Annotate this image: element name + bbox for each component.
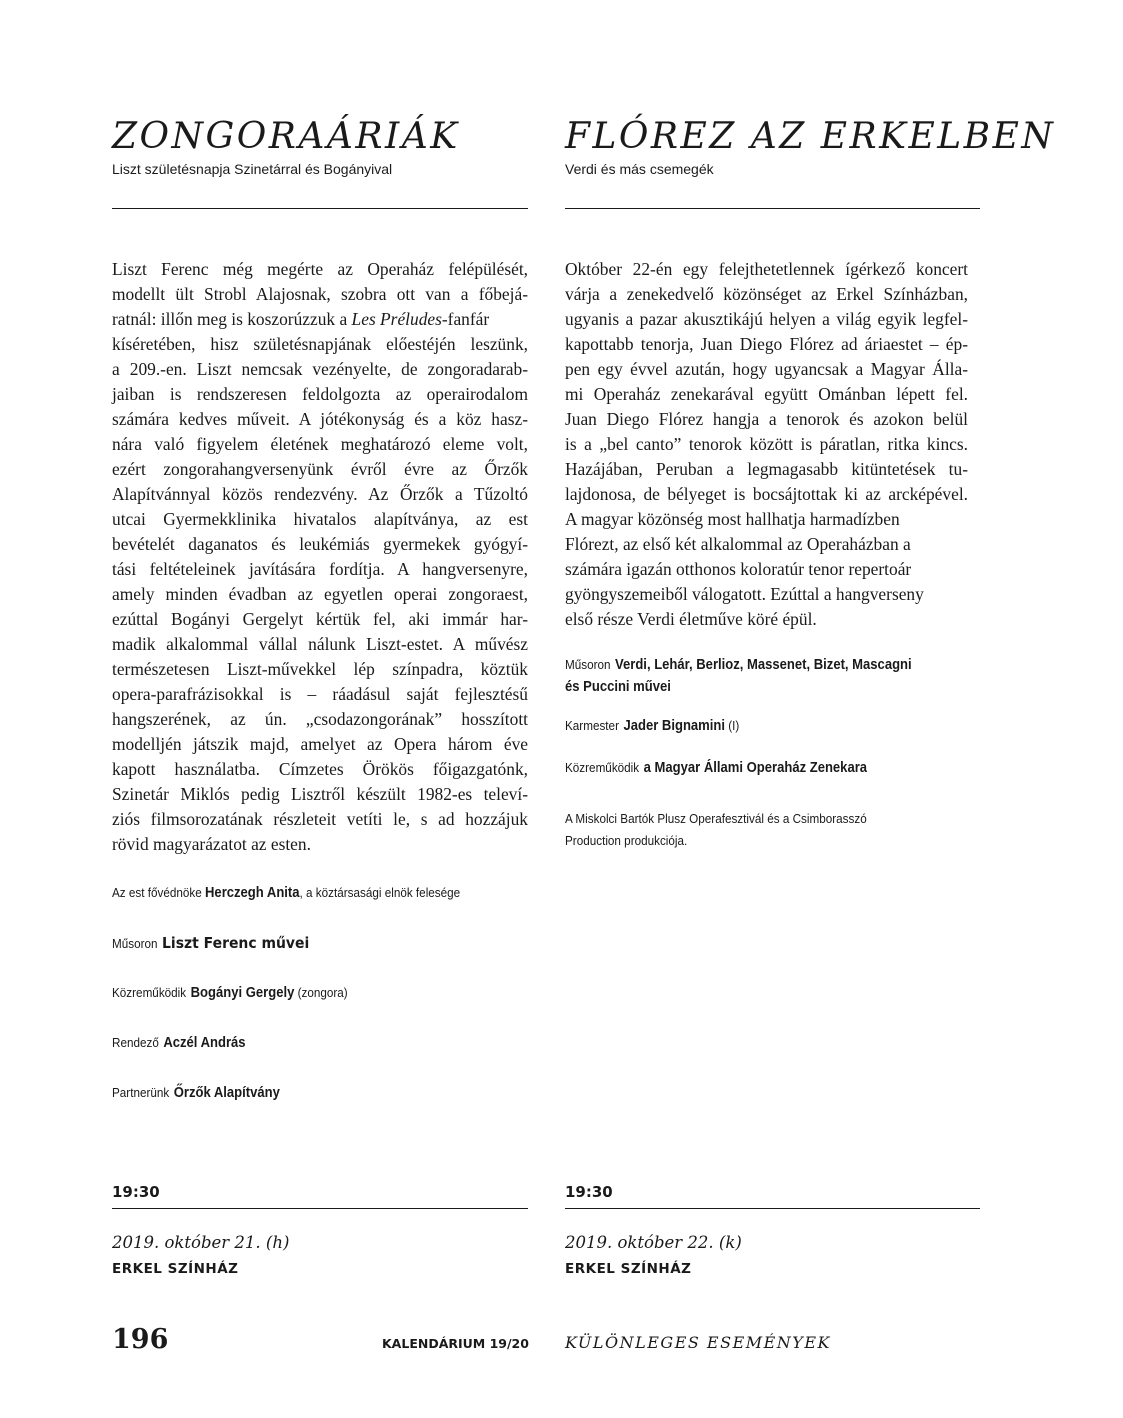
- body-line: modellt ült Strobl Alajosnak, szobra ott van a főbejá-: [112, 284, 528, 304]
- body-line: ezúttal Bogányi Gergelyt kértük fel, aki immár har-: [112, 609, 528, 629]
- program-label: Műsoron: [112, 936, 158, 951]
- right-time: 19:30: [565, 1183, 613, 1201]
- body-line: nára való figyelem életének meghatározó eleme volt,: [112, 434, 528, 454]
- body-line: Flórezt, az első két alkalommal az Operaházban a: [565, 534, 911, 554]
- production-line: A Miskolci Bartók Plusz Operafesztivál és a Csimborasszó: [565, 811, 867, 826]
- body-line: hangszerének, az ún. „csodazongorának” hosszított: [112, 709, 528, 729]
- body-line: bevételét daganatos és leukémiás gyermekek gyógyí-: [112, 534, 528, 554]
- right-date: 2019. október 22. (k): [565, 1233, 742, 1252]
- body-line: opera-parafrázisokkal is – ráadásul saját fejlesztésű: [112, 684, 528, 704]
- body-line: Hazájában, Peruban a legmagasabb kitüntetések tu-: [565, 459, 968, 479]
- body-line: ziós filmsorozatának részleteit vetíti le, s ad hozzájuk: [112, 809, 528, 829]
- director-label: Rendező: [112, 1035, 159, 1050]
- body-line: lajdonosa, de bélyeget is bocsájtottak ki az arcképével.: [565, 484, 968, 504]
- left-venue: ERKEL SZÍNHÁZ: [112, 1261, 239, 1277]
- body-line: számára kedves műveit. A jótékonyság és a köz hasz-: [112, 409, 528, 429]
- body-line: modelljén játszik majd, amelyet az Opera három éve: [112, 734, 528, 754]
- left-subtitle: Liszt születésnapja Szinetárral és Bogányival: [112, 161, 393, 177]
- program-value: Liszt Ferenc művei: [162, 934, 310, 952]
- body-line: amely minden évadban az egyetlen operai zongoraest,: [112, 584, 528, 604]
- production-credit: [565, 808, 867, 852]
- left-program-credit: [112, 934, 309, 952]
- right-performer-credit: [565, 760, 867, 776]
- performer-label: Közreműködik: [565, 760, 640, 775]
- body-line-text: -fanfár: [441, 309, 490, 329]
- body-line: kíséretében, hisz születésnapjának előestéjén leszünk,: [112, 334, 528, 354]
- right-venue: ERKEL SZÍNHÁZ: [565, 1261, 692, 1277]
- conductor-note: (I): [728, 718, 740, 733]
- body-line: Október 22-én egy felejthetetlennek ígérkező koncert: [565, 259, 968, 279]
- body-line: A magyar közönség most hallhatja harmadízben: [565, 509, 900, 529]
- partner-credit: [112, 1085, 280, 1101]
- program-value: Verdi, Lehár, Berlioz, Massenet, Bizet, Mascagni: [615, 657, 912, 673]
- body-line: Alapítvánnyal közös rendezvény. Az Őrzők a Tűzoltó: [112, 484, 528, 504]
- right-body: [565, 257, 968, 632]
- left-performer-credit: [112, 985, 348, 1001]
- body-line-text: ratnál: illőn meg is koszorúzzuk a: [112, 309, 352, 329]
- patron-suffix: , a köztársasági elnök felesége: [299, 885, 461, 900]
- body-line: kapott használatba. Címzetes Örökös főigazgatónk,: [112, 759, 528, 779]
- partner-value: Őrzők Alapítvány: [173, 1085, 280, 1101]
- publication-name: KALENDÁRIUM 19/20: [382, 1336, 529, 1351]
- performer-note: (zongora): [297, 985, 348, 1000]
- right-subtitle: Verdi és más csemegék: [565, 161, 714, 177]
- left-title: ZONGORAÁRIÁK: [112, 116, 460, 157]
- conductor-credit: [565, 718, 739, 734]
- body-line: Szinetár Miklós pedig Lisztről készült 1982-es televí-: [112, 784, 528, 804]
- director-credit: [112, 1035, 246, 1051]
- body-line: számára igazán otthonos koloratúr tenor repertoár: [565, 559, 912, 579]
- body-line: utcai Gyermekklinika hivatalos alapítványa, az est: [112, 509, 528, 529]
- partner-label: Partnerünk: [112, 1085, 170, 1100]
- left-body: [112, 257, 528, 857]
- body-line: Juan Diego Flórez hangja a tenorok és azokon belül: [565, 409, 968, 429]
- left-bottom-rule: [112, 1208, 528, 1209]
- body-line: jaiban is rendszeresen feldolgozta az operairodalom: [112, 384, 528, 404]
- body-line: mi Operaház zenekarával együtt Ománban lépett fel.: [565, 384, 968, 404]
- body-line: gyöngyszemeiből válogatott. Ezúttal a hangverseny: [565, 584, 924, 604]
- body-line: ugyanis a pazar akusztikájú helyen a világ egyik legfel-: [565, 309, 968, 329]
- conductor-label: Karmester: [565, 718, 619, 733]
- body-line: a 209.-en. Liszt nemcsak vezényelte, de zongoradarab-: [112, 359, 528, 379]
- body-line: is a „bel canto” tenorok között is páratlan, ritka kincs.: [565, 434, 968, 454]
- body-line: ezért zongorahangversenyünk évről évre az Őrzők: [112, 459, 528, 479]
- body-line: [112, 307, 528, 332]
- conductor-value: Jader Bignamini: [623, 718, 726, 734]
- left-top-rule: [112, 208, 528, 209]
- program-value-cont: és Puccini művei: [565, 679, 671, 695]
- section-name: KÜLÖNLEGES ESEMÉNYEK: [565, 1333, 831, 1352]
- left-date: 2019. október 21. (h): [112, 1233, 290, 1252]
- body-line: kapottabb tenorja, Juan Diego Flórez ad áriaestet – ép-: [565, 334, 968, 354]
- body-line: pen egy évvel azután, hogy ugyancsak a Magyar Álla-: [565, 359, 968, 379]
- program-label: Műsoron: [565, 657, 611, 672]
- body-line: madik alkalommal vállal nálunk Liszt-estet. A művész: [112, 634, 528, 654]
- performer-label: Közreműködik: [112, 985, 187, 1000]
- page-number: 196: [112, 1324, 169, 1355]
- left-time: 19:30: [112, 1183, 160, 1201]
- director-value: Aczél András: [163, 1035, 246, 1051]
- body-line: Liszt Ferenc még megérte az Operaház felépülését,: [112, 259, 528, 279]
- patron-credit: [112, 885, 460, 901]
- body-line: várja a zenekedvelő közönséget az Erkel Színházban,: [565, 284, 968, 304]
- performer-value: Bogányi Gergely: [190, 985, 295, 1001]
- right-title: FLÓREZ AZ ERKELBEN: [565, 116, 1056, 157]
- patron-prefix: Az est fővédnöke: [112, 885, 206, 900]
- work-title: Les Préludes: [351, 309, 442, 329]
- body-line: rövid magyarázatot az esten.: [112, 834, 311, 854]
- body-line: természetesen Liszt-művekkel lép színpadra, köztük: [112, 659, 528, 679]
- performer-value: a Magyar Állami Operaház Zenekara: [643, 760, 868, 776]
- right-top-rule: [565, 208, 980, 209]
- patron-name: Herczegh Anita: [205, 885, 300, 901]
- production-line: Production produkciója.: [565, 833, 688, 848]
- right-bottom-rule: [565, 1208, 980, 1209]
- body-line: tási feltételeinek javítására fordítja. A hangversenyre,: [112, 559, 528, 579]
- body-line: első része Verdi életműve köré épül.: [565, 609, 817, 629]
- right-program-credit: [565, 654, 912, 698]
